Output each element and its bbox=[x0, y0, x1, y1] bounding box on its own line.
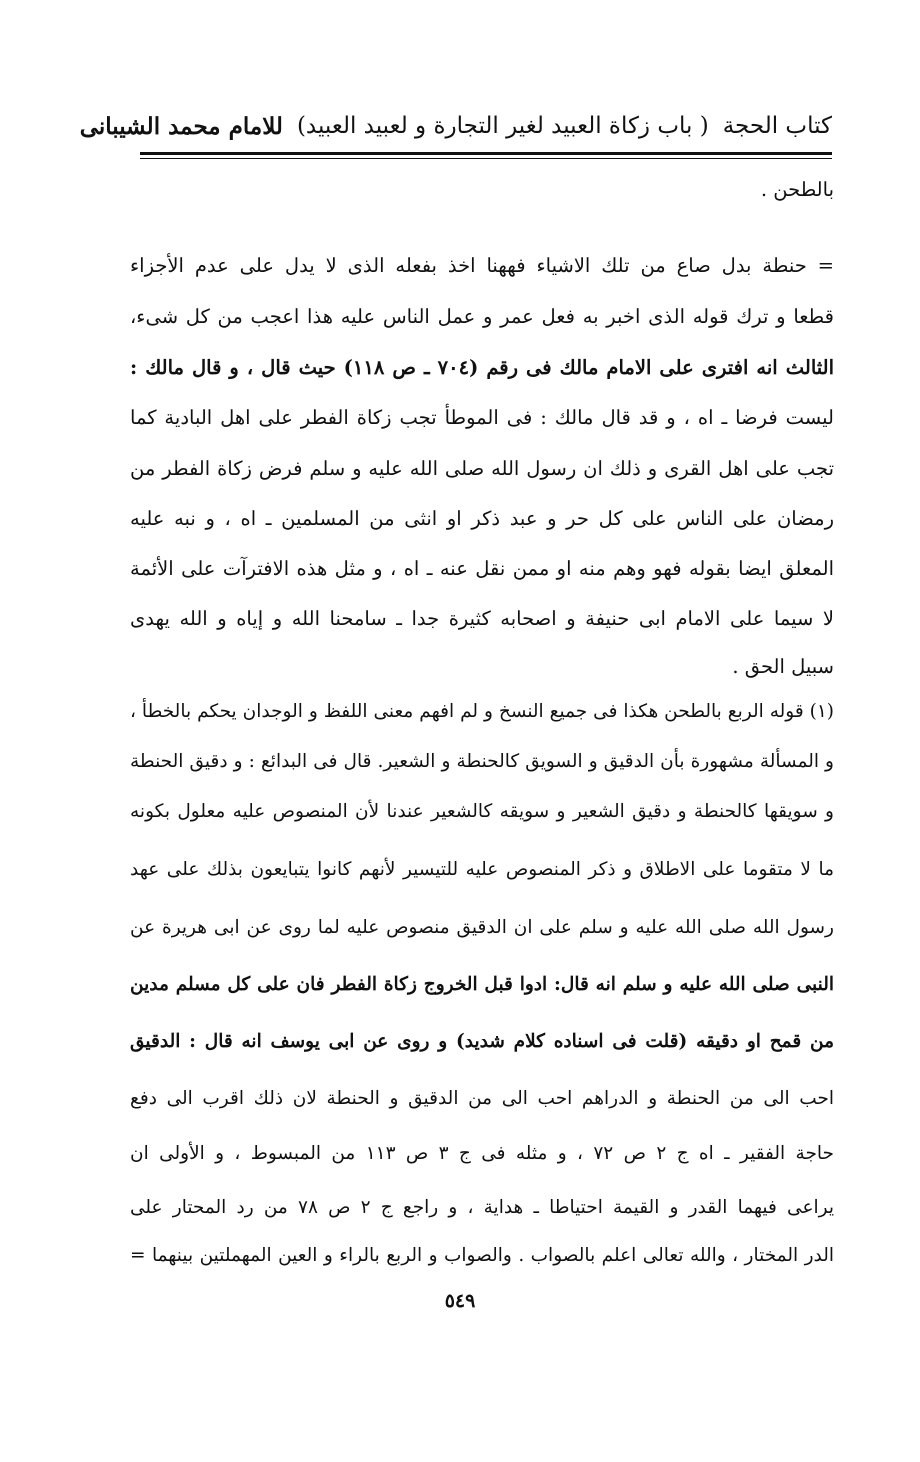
header-rule-thin bbox=[140, 158, 832, 159]
chapter-title: ( باب زكاة العبيد لغير التجارة و لعبيد العبيد) bbox=[296, 113, 709, 139]
text-line: لا سيما على الامام ابى حنيفة و اصحابه كثيرة جدا ـ سامحنا الله و إياه و الله يهدى bbox=[130, 607, 834, 630]
text-line: المعلق ايضا بقوله فهو وهم منه او ممن نقل عنه ـ اه ، و مثل هذه الافترآت على الأئمة bbox=[130, 557, 834, 580]
footnote-line: الدر المختار ، والله تعالى اعلم بالصواب . والصواب و الربع بالراء و العين المهملتين بينهما = bbox=[130, 1245, 834, 1266]
footnote-line: و سويقها كالحنطة و دقيق الشعير و سويقه كالشعير عندنا لأن المنصوص عليه معلول بكونه bbox=[130, 801, 834, 822]
footnote-line: ما لا متقوما على الاطلاق و ذكر المنصوص عليه للتيسير لأنهم كانوا يتبايعون بذلك على عهد bbox=[130, 859, 834, 880]
page-number: ٥٤٩ bbox=[444, 1290, 476, 1312]
footnote-line: من قمح او دقيقه (قلت فى اسناده كلام شديد) و روى عن ابى يوسف انه قال : الدقيق bbox=[130, 1031, 834, 1052]
footnote-line: حاجة الفقير ـ اه ج ٢ ص ٧٢ ، و مثله فى ج ٣ ص ١١٣ من المبسوط ، و الأولى ان bbox=[130, 1143, 834, 1164]
book-title: كتاب الحجة bbox=[722, 113, 832, 139]
footnote-line: يراعى فيهما القدر و القيمة احتياطا ـ هداية ، و راجع ج ٢ ص ٧٨ من رد المحتار على bbox=[130, 1197, 834, 1218]
text-line: رمضان على الناس على كل حر و عبد ذكر او انثى من المسلمين ـ اه ، و نبه عليه bbox=[130, 507, 834, 530]
text-line: ليست فرضا ـ اه ، و قد قال مالك : فى الموطأ تجب زكاة الفطر على اهل البادية كما bbox=[130, 406, 834, 429]
footnote-line: احب الى من الحنطة و الدراهم احب الى من الدقيق و الحنطة لان ذلك اقرب الى دفع bbox=[130, 1088, 834, 1109]
text-line: = حنطة بدل صاع من تلك الاشياء فههنا اخذ بفعله الذى لا يدل على عدم الأجزاء bbox=[130, 254, 834, 277]
header-rule-thick bbox=[140, 152, 832, 155]
running-header bbox=[79, 104, 832, 148]
footnote-line: رسول الله صلى الله عليه و سلم على ان الدقيق منصوص عليه لما روى عن ابى هريرة عن bbox=[130, 917, 834, 938]
footnote-line: و المسألة مشهورة بأن الدقيق و السويق كالحنطة و الشعير. قال فى البدائع : و دقيق الحنطة bbox=[130, 751, 834, 772]
footnote-line: النبى صلى الله عليه و سلم انه قال: ادوا قبل الخروج زكاة الفطر فان على كل مسلم مدين bbox=[130, 974, 834, 995]
text-line: الثالث انه افترى على الامام مالك فى رقم (٧٠٤ ـ ص ١١٨) حيث قال ، و قال مالك : bbox=[130, 356, 834, 379]
author-name: للامام محمد الشيبانى bbox=[79, 112, 283, 140]
text-line: تجب على اهل القرى و ذلك ان رسول الله صلى الله عليه و سلم فرض زكاة الفطر من bbox=[130, 457, 834, 480]
text-line: قطعا و ترك قوله الذى اخبر به فعل عمر و عمل الناس عليه هذا اعجب من كل شىء، bbox=[130, 305, 834, 328]
text-line: سبيل الحق . bbox=[732, 655, 834, 678]
footnote-line: (١) قوله الربع بالطحن هكذا فى جميع النسخ و لم افهم معنى اللفظ و الوجدان يحكم بالخطأ ، bbox=[130, 701, 834, 722]
intro-line: بالطحن . bbox=[760, 178, 834, 201]
